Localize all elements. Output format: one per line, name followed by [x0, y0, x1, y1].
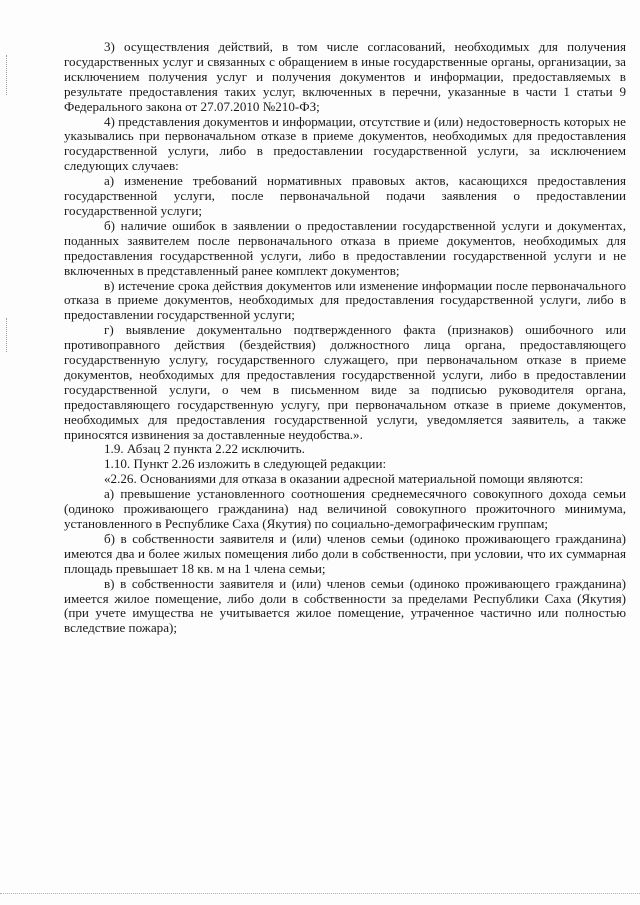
paragraph-2-26-v: в) в собственности заявителя и (или) членов семьи (одиноко проживающего гражданина) имеется жилое помещение, либо доли в собственности за пределами Республики Саха (Якутия) (при учете имущества не учитывается жилое помещение, утраченное частично или полностью вследствие пожара); [64, 575, 626, 636]
paragraph-subitem-b: б) наличие ошибок в заявлении о предоставлении государственной услуги и документах, поданных заявителем после первоначального отказа в приеме документов, необходимых для предоставления государственной услуги, либо в предоставлении государственной услуги и не включенных в представленный ранее комплект документов; [64, 217, 626, 278]
page-bottom-edge [0, 893, 640, 894]
margin-binding-mark-middle [6, 318, 9, 352]
margin-binding-mark-top [6, 55, 9, 95]
paragraph-subitem-v: в) истечение срока действия документов или изменение информации после первоначального отказа в приеме документов, необходимых для предоставления государственной услуги, либо в предоставлении государственной услуги; [64, 277, 626, 323]
paragraph-2-26: «2.26. Основаниями для отказа в оказании адресной материальной помощи являются: [104, 471, 584, 487]
paragraph-1-10: 1.10. Пункт 2.26 изложить в следующей редакции: [104, 456, 387, 472]
paragraph-subitem-a: а) изменение требований нормативных правовых актов, касающихся предоставления государственной услуги, после первоначальной подачи заявления о предоставлении государственной услуги; [64, 173, 626, 218]
paragraph-1-9: 1.9. Абзац 2 пункта 2.22 исключить. [104, 441, 305, 457]
paragraph-item-3: 3) осуществления действий, в том числе согласований, необходимых для получения государственных услуг и связанных с обращением в иные государственные органы, организации, за исключением получения услуг и получения документов и информации, предоставляемых в результате предоставления таких услуг, включенных в перечни, указанные в части 1 статьи 9 Федерального закона от 27.07.2010 №210-ФЗ; [64, 39, 626, 114]
paragraph-subitem-g: г) выявление документально подтвержденного факта (признаков) ошибочного или противоправного действия (бездействия) должностного лица органа, предоставляющего государственную услугу, государственного служащего, при первоначальном отказе в приеме документов, необходимых для предоставления государственной услуги, либо в предоставлении государственной услуги, о чем в письменном виде за подписью руководителя органа, предоставляющего государственную услугу, при первоначальном отказе в приеме документов, необходимых для предоставления государственной услуги, уведомляется заявитель, а также приносятся извинения за доставленные неудобства.». [64, 322, 626, 442]
paragraph-item-4: 4) представления документов и информации, отсутствие и (или) недостоверность которых не указывались при первоначальном отказе в приеме документов, необходимых для предоставления государственной услуги, либо в предоставлении государственной услуги, за исключением следующих случаев: [64, 113, 626, 174]
paragraph-2-26-b: б) в собственности заявителя и (или) членов семьи (одиноко проживающего гражданина) имеются два и более жилых помещения либо доли в собственности, при условии, что их суммарная площадь превышает 18 кв. м на 1 члена семьи; [64, 530, 626, 576]
paragraph-2-26-a: а) превышение установленного соотношения среднемесячного совокупного дохода семьи (одиноко проживающего гражданина) над величиной совокупного прожиточного минимума, установленного в Республике Саха (Якутия) по социально-демографическим группам; [64, 486, 626, 531]
document-body [64, 40, 626, 636]
